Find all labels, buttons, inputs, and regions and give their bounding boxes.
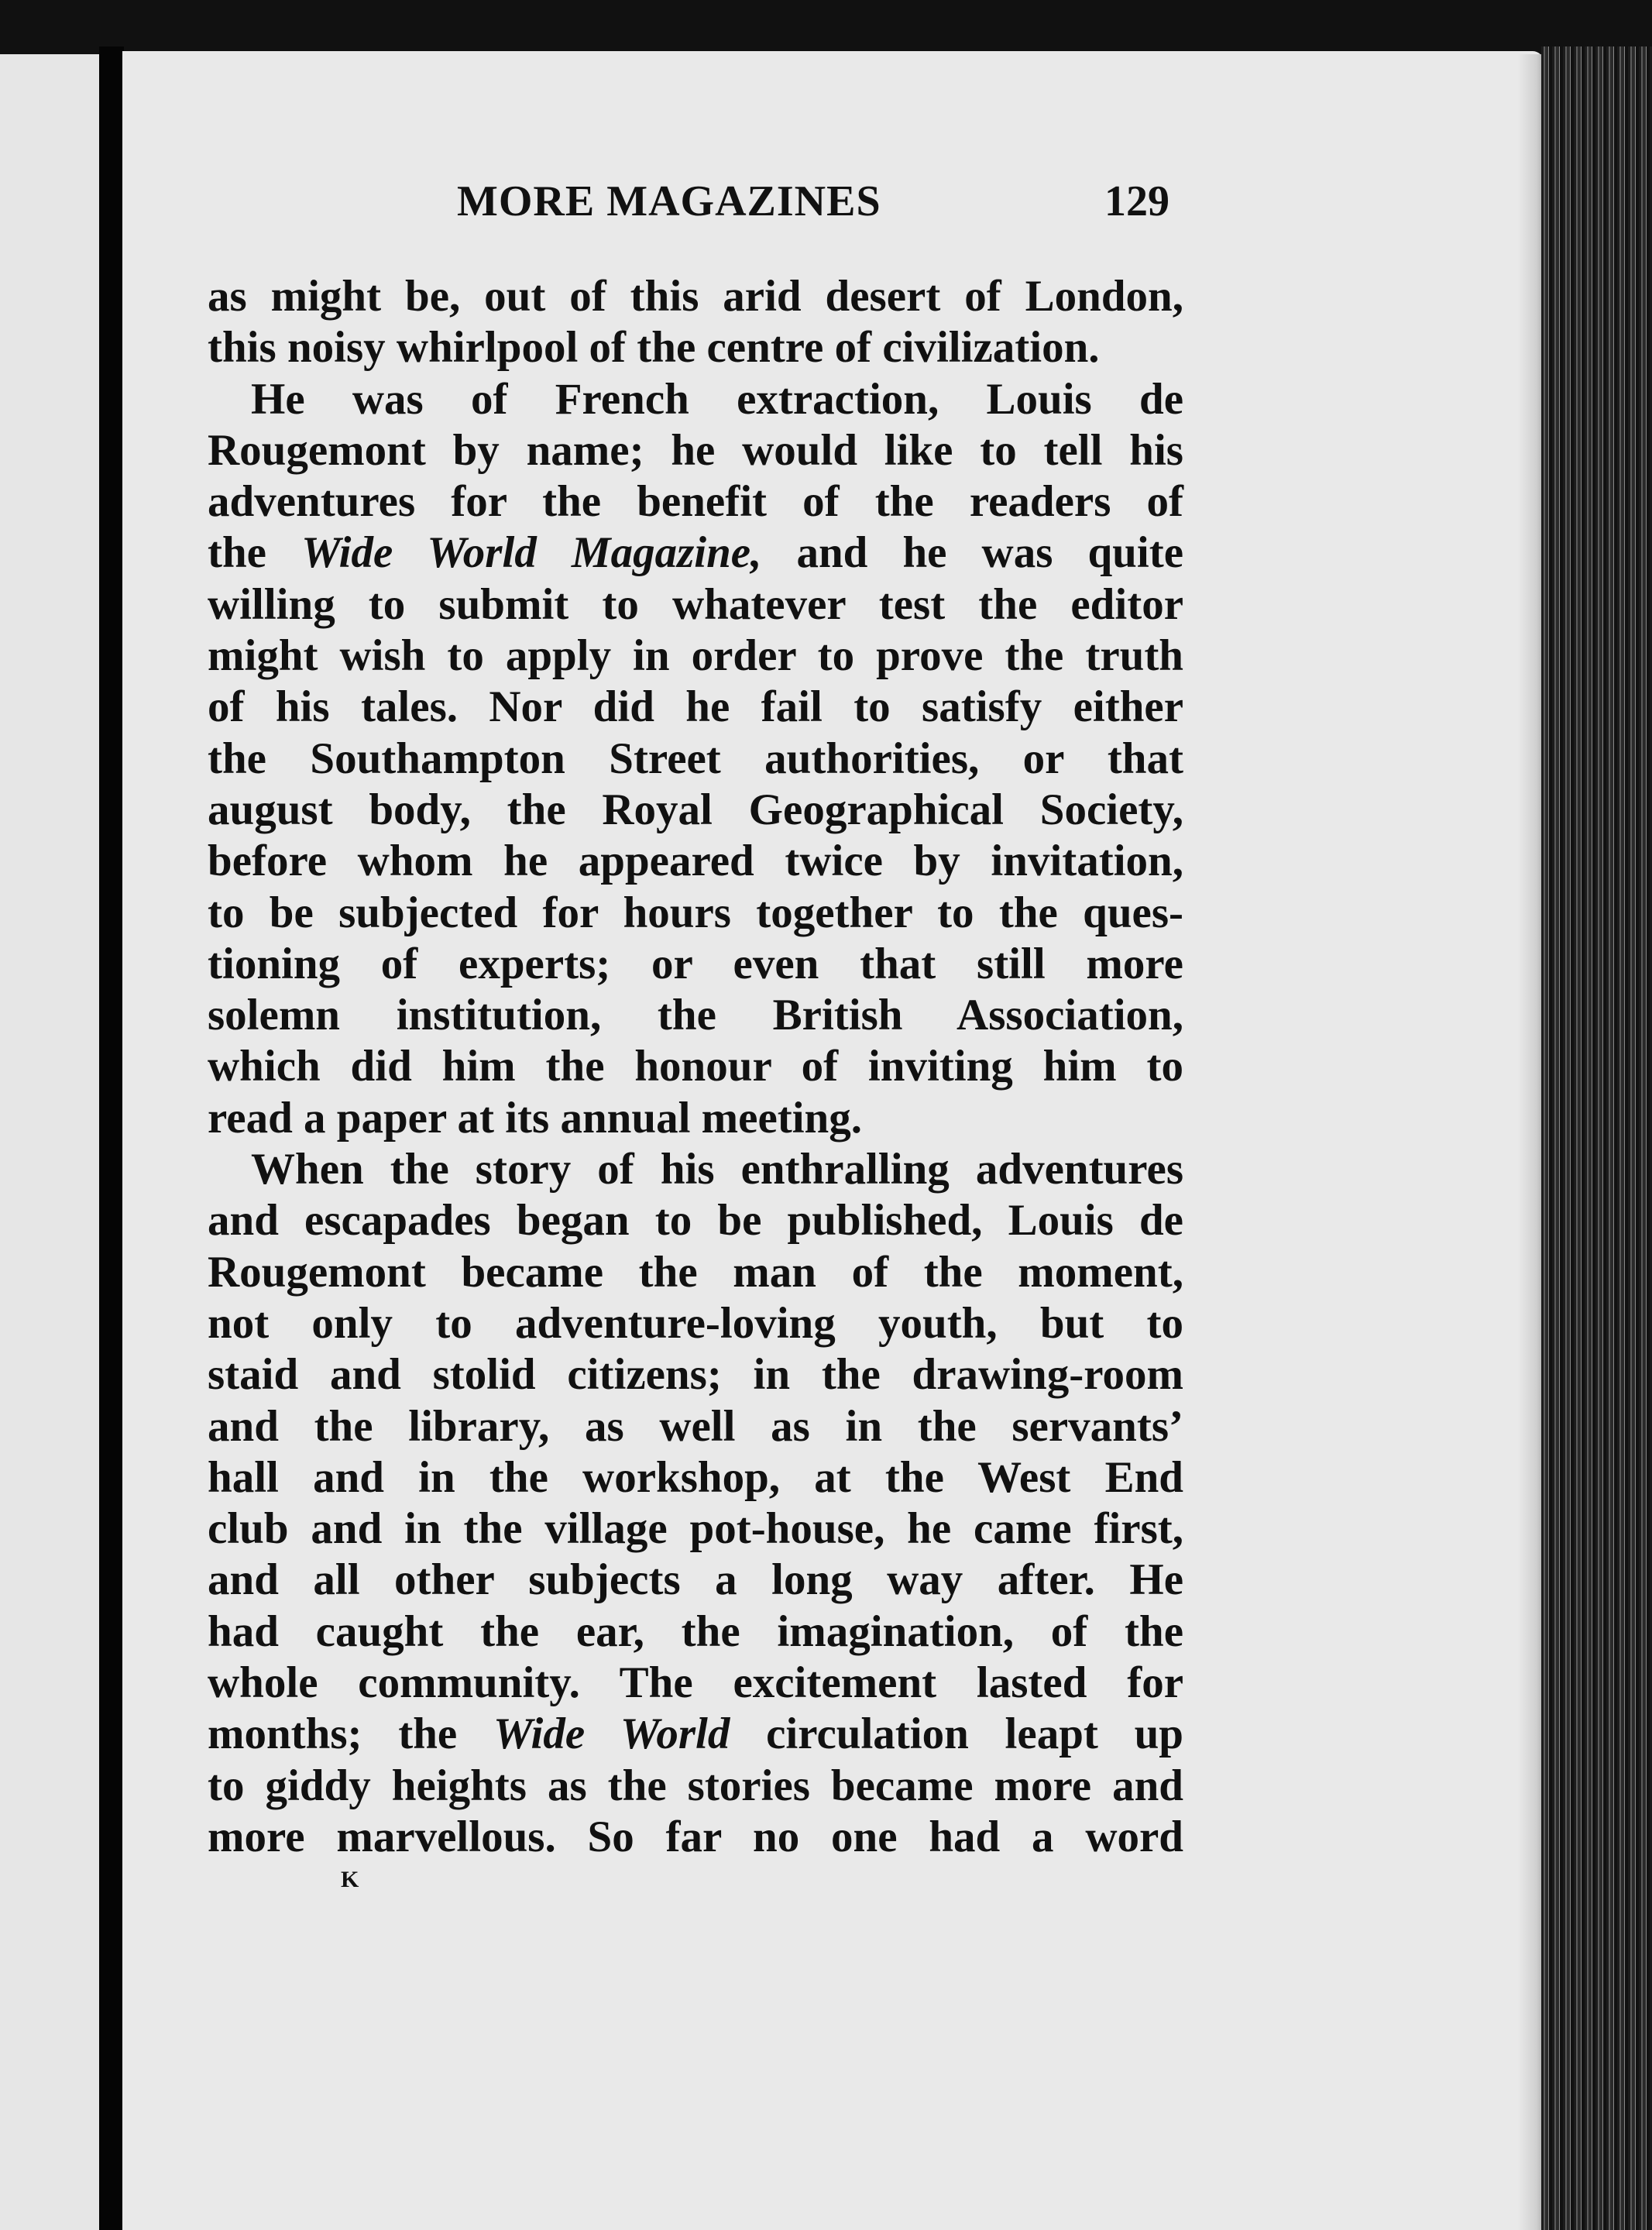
- text-line: the Wide World Magazine, and he was quite: [208, 528, 1183, 578]
- text-line: staid and stolid citizens; in the drawing-room: [208, 1350, 1183, 1400]
- text-line: which did him the honour of inviting him to: [208, 1042, 1183, 1091]
- text-line: tioning of experts; or even that still more: [208, 939, 1183, 988]
- text-line: Rougemont by name; he would like to tell his: [208, 425, 1183, 475]
- text-line: read a paper at its annual meeting.: [208, 1093, 863, 1142]
- text-line: might wish to apply in order to prove the truth: [208, 631, 1183, 681]
- text-line: and all other subjects a long way after. He: [208, 1555, 1183, 1605]
- text-line: He was of French extraction, Louis de: [251, 374, 1183, 424]
- running-head: [457, 177, 1169, 231]
- text-line: club and in the village pot-house, he came first,: [208, 1504, 1183, 1554]
- running-title: MORE MAGAZINES: [457, 177, 881, 225]
- text-line: hall and in the workshop, at the West End: [208, 1452, 1183, 1502]
- text-line: as might be, out of this arid desert of London,: [208, 272, 1183, 321]
- text-line: had caught the ear, the imagination, of the: [208, 1606, 1183, 1656]
- text-line: the Southampton Street authorities, or that: [208, 734, 1183, 783]
- text-line: before whom he appeared twice by invitation,: [208, 837, 1183, 886]
- text-line: months; the Wide World circulation leapt up: [208, 1709, 1183, 1759]
- book-fore-edge: [1541, 46, 1652, 2230]
- text-line: to giddy heights as the stories became more and: [208, 1761, 1183, 1810]
- facing-page-edge: [0, 54, 102, 2230]
- text-line: and escapades began to be published, Louis de: [208, 1196, 1183, 1246]
- book-gutter: [99, 46, 124, 2230]
- italic-title: Wide World Magazine,: [301, 528, 762, 578]
- text-line: of his tales. Nor did he fail to satisfy either: [208, 682, 1183, 732]
- italic-title: Wide World: [493, 1709, 730, 1759]
- text-line: not only to adventure-loving youth, but to: [208, 1298, 1183, 1348]
- text-line: solemn institution, the British Association,: [208, 991, 1183, 1040]
- signature-mark: K: [341, 1867, 359, 1892]
- body-text: [208, 271, 1183, 1863]
- text-line: to be subjected for hours together to the ques-: [208, 888, 1183, 937]
- text-line: this noisy whirlpool of the centre of civilization.: [208, 323, 1100, 373]
- page-number: 129: [1104, 177, 1169, 225]
- text-line: Rougemont became the man of the moment,: [208, 1247, 1183, 1297]
- text-line: and the library, as well as in the servants’: [208, 1401, 1183, 1451]
- text-line: adventures for the benefit of the readers of: [208, 477, 1183, 527]
- text-line: willing to submit to whatever test the editor: [208, 579, 1183, 629]
- text-line: When the story of his enthralling adventures: [251, 1145, 1183, 1194]
- text-line: august body, the Royal Geographical Society,: [208, 785, 1183, 834]
- text-line: whole community. The excitement lasted for: [208, 1658, 1183, 1708]
- text-line: more marvellous. So far no one had a word: [208, 1812, 1183, 1861]
